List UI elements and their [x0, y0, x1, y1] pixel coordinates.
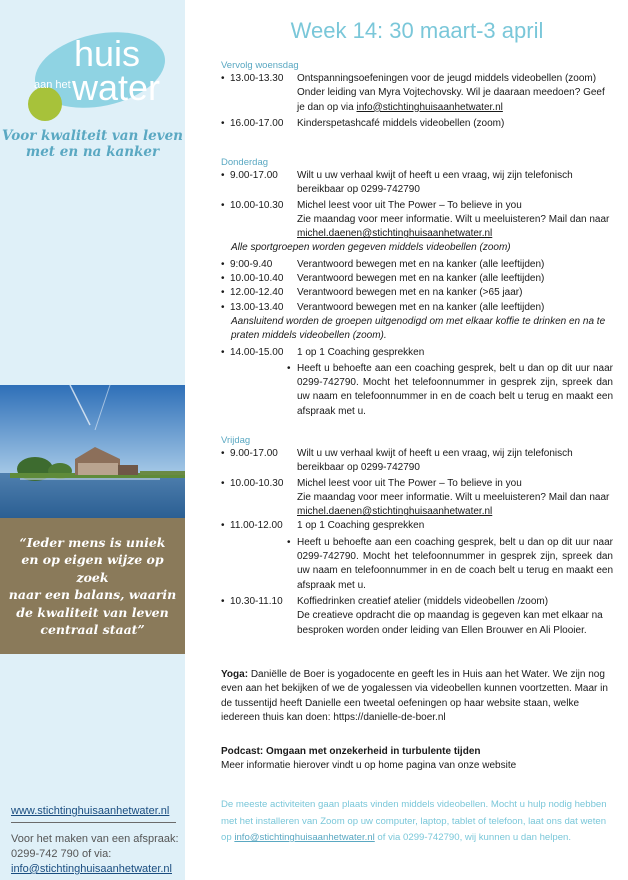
time: 12.00-12.40 [230, 287, 284, 299]
list-item [221, 447, 613, 476]
footer-text: of via 0299-742790, wij kunnen u dan helpen. [374, 832, 572, 843]
bullet-icon: • [287, 362, 291, 374]
time: 10.00-10.30 [230, 477, 284, 489]
section-yoga [221, 668, 613, 725]
time: 11.00-12.00 [230, 520, 283, 532]
tagline: Voor kwaliteit van leven met en na kanker [2, 128, 183, 160]
item-text: Verantwoord bewegen met en na kanker (>65 jaar) [297, 287, 523, 299]
item-text: Verantwoord bewegen met en na kanker (alle leeftijden) [297, 258, 545, 270]
footer-note [221, 797, 613, 847]
section-thursday [221, 157, 613, 419]
item-text: Verantwoord bewegen met en na kanker (alle leeftijden) [297, 301, 545, 313]
email-link[interactable]: info@stichtinghuisaanhetwater.nl [11, 863, 172, 875]
list-item [221, 595, 613, 638]
item-text: De creatieve opdracht die op maandag is gegeven kan met elkaar na besproken worden onder leiding van Ellen Brouwer en Ali Plooier. [297, 610, 603, 636]
item-text: Ontspanningsoefeningen voor de jeugd middels videobellen (zoom) Onder leiding van Myra Vojtechovsky. Wil je daaraan meedoen? Geef je dan op via [297, 73, 605, 113]
huis-aan-het-water-logo [0, 14, 185, 129]
email-link[interactable]: info@stichtinghuisaanhetwater.nl [356, 101, 503, 113]
list-item [221, 346, 613, 360]
item-text: Wilt u uw verhaal kwijt of heeft u een vraag, wij zijn telefonisch bereikbaar op 0299-742790 [297, 448, 573, 474]
bullet-icon: • [287, 536, 291, 548]
day-heading-wednesday: Vervolg woensdag [221, 60, 299, 71]
quote-box [0, 518, 185, 654]
item-text: Heeft u behoefte aan een coaching gesprek, belt u dan op dit uur naar 0299-742790. Mocht het telefoonnummer in gesprek zijn, spreek dan uw naam en telefoonnummer in en de coach belt u terug en maakt een afspraak met u. [297, 536, 613, 591]
time: 9.00-17.00 [230, 448, 278, 459]
logo-text-aan-het: aan het [34, 79, 71, 91]
bullet-icon: • [221, 346, 225, 358]
bullet-icon: • [221, 258, 225, 270]
note-text: Aansluitend worden de groepen uitgenodigd om met elkaar koffie te drinken en na te praten middels videobellen (zoom). [231, 315, 606, 342]
bullet-icon: • [221, 117, 225, 129]
email-link[interactable]: michel.daenen@stichtinghuisaanhetwater.nl [297, 228, 493, 240]
time: 13.00-13.40 [230, 301, 284, 313]
time: 9.00-17.00 [230, 170, 278, 181]
item-text: Wilt u uw verhaal kwijt of heeft u een vraag, wij zijn telefonisch bereikbaar op 0299-742790 [297, 170, 573, 196]
item-text: 1 op 1 Coaching gesprekken [297, 520, 425, 532]
list-item [221, 272, 613, 286]
email-link[interactable]: michel.daenen@stichtinghuisaanhetwater.nl [297, 506, 493, 518]
item-text: Koffiedrinken creatief atelier (middels videobellen /zoom) [297, 595, 549, 607]
item-text: Michel leest voor uit The Power – To believe in you [297, 477, 522, 489]
yoga-label: Yoga: [221, 669, 249, 680]
yoga-text: Daniëlle de Boer is yogadocente en geeft les in Huis aan het Water. We zijn nog even aan het bekijken of we de yogalessen via videobellen kunnen voortzetten. Maar in de tussentijd heeft Danielle een tweetal oefeningen op haar website staan, welke iedereen thuis kan doen: [221, 669, 608, 723]
time: 14.00-15.00 [230, 346, 284, 358]
item-text: Zie maandag voor meer informatie. Wilt u meeluisteren? Mail dan naar [297, 213, 610, 225]
bullet-icon: • [221, 199, 225, 211]
time: 10.30-11.10 [230, 595, 283, 607]
bullet-icon: • [221, 170, 225, 181]
phone-text: 0299-742 790 of via: [11, 848, 112, 860]
sidebar [0, 0, 185, 880]
website-link[interactable]: www.stichtinghuisaanhetwater.nl [11, 805, 170, 817]
logo-text-water: water [72, 67, 161, 108]
footer-text: De meeste activiteiten gaan plaats vinden middels videobellen. Mocht u hulp nodig hebben met het installeren van Zoom op uw computer, laptop, tablet of telefoon, laat ons dat weten op [221, 799, 607, 843]
section-podcast [221, 745, 613, 774]
list-item [221, 199, 613, 242]
house-on-water-photo [0, 385, 185, 518]
sub-list-item [221, 536, 613, 593]
time: 10.00-10.40 [230, 273, 284, 285]
list-item [221, 72, 613, 115]
item-text: Heeft u behoefte aan een coaching gesprek, belt u dan op dit uur naar 0299-742790. Mocht het telefoonnummer in gesprek zijn, spreek dan uw naam en telefoonnummer in en de coach belt u terug en maakt een afspraak met u. [297, 362, 613, 417]
quote-text: “Ieder mens is uniek en op eigen wijze op zoek naar een balans, waarin de kwaliteit van leven centraal staat” [8, 534, 177, 637]
day-heading-friday: Vrijdag [221, 435, 251, 446]
item-text: Michel leest voor uit The Power – To believe in you [297, 199, 522, 211]
list-item [221, 477, 613, 520]
list-item [221, 258, 613, 272]
email-link[interactable]: info@stichtinghuisaanhetwater.nl [234, 832, 375, 843]
time: 10.00-10.30 [230, 199, 284, 211]
yoga-link[interactable]: https://danielle-de-boer.nl [333, 711, 446, 723]
day-heading-thursday: Donderdag [221, 157, 269, 168]
contact-info [11, 832, 183, 877]
divider [11, 822, 176, 823]
bullet-icon: • [221, 301, 225, 313]
time: 9:00-9.40 [230, 258, 273, 270]
bullet-icon: • [221, 73, 225, 84]
podcast-text: Meer informatie hierover vindt u op home pagina van onze website [221, 760, 517, 772]
list-item [221, 169, 613, 198]
time: 16.00-17.00 [230, 117, 284, 129]
bullet-icon: • [221, 287, 225, 299]
item-text: 1 op 1 Coaching gesprekken [297, 346, 425, 358]
bullet-icon: • [221, 595, 225, 607]
bullet-icon: • [221, 477, 225, 489]
bullet-icon: • [221, 273, 225, 285]
time: 13.00-13.30 [230, 73, 284, 84]
item-text: Zie maandag voor meer informatie. Wilt u meeluisteren? Mail dan naar [297, 491, 610, 503]
bullet-icon: • [221, 448, 225, 459]
bullet-icon: • [221, 520, 225, 532]
list-item [221, 286, 613, 300]
podcast-title: Podcast: Omgaan met onzekerheid in turbulente tijden [221, 746, 481, 757]
item-text: Kinderspetashcafé middels videobellen (zoom) [297, 117, 505, 129]
page-title: Week 14: 30 maart-3 april [290, 18, 544, 43]
list-item [221, 301, 613, 315]
list-item [221, 117, 613, 131]
note-text: Alle sportgroepen worden gegeven middels videobellen (zoom) [231, 242, 511, 254]
section-wednesday [221, 60, 613, 131]
sub-list-item [221, 362, 613, 419]
appointment-text: Voor het maken van een afspraak: [11, 833, 179, 845]
section-friday [221, 435, 613, 638]
list-item [221, 519, 613, 533]
item-text: Verantwoord bewegen met en na kanker (alle leeftijden) [297, 273, 545, 285]
logo-text-huis: huis [74, 33, 141, 74]
